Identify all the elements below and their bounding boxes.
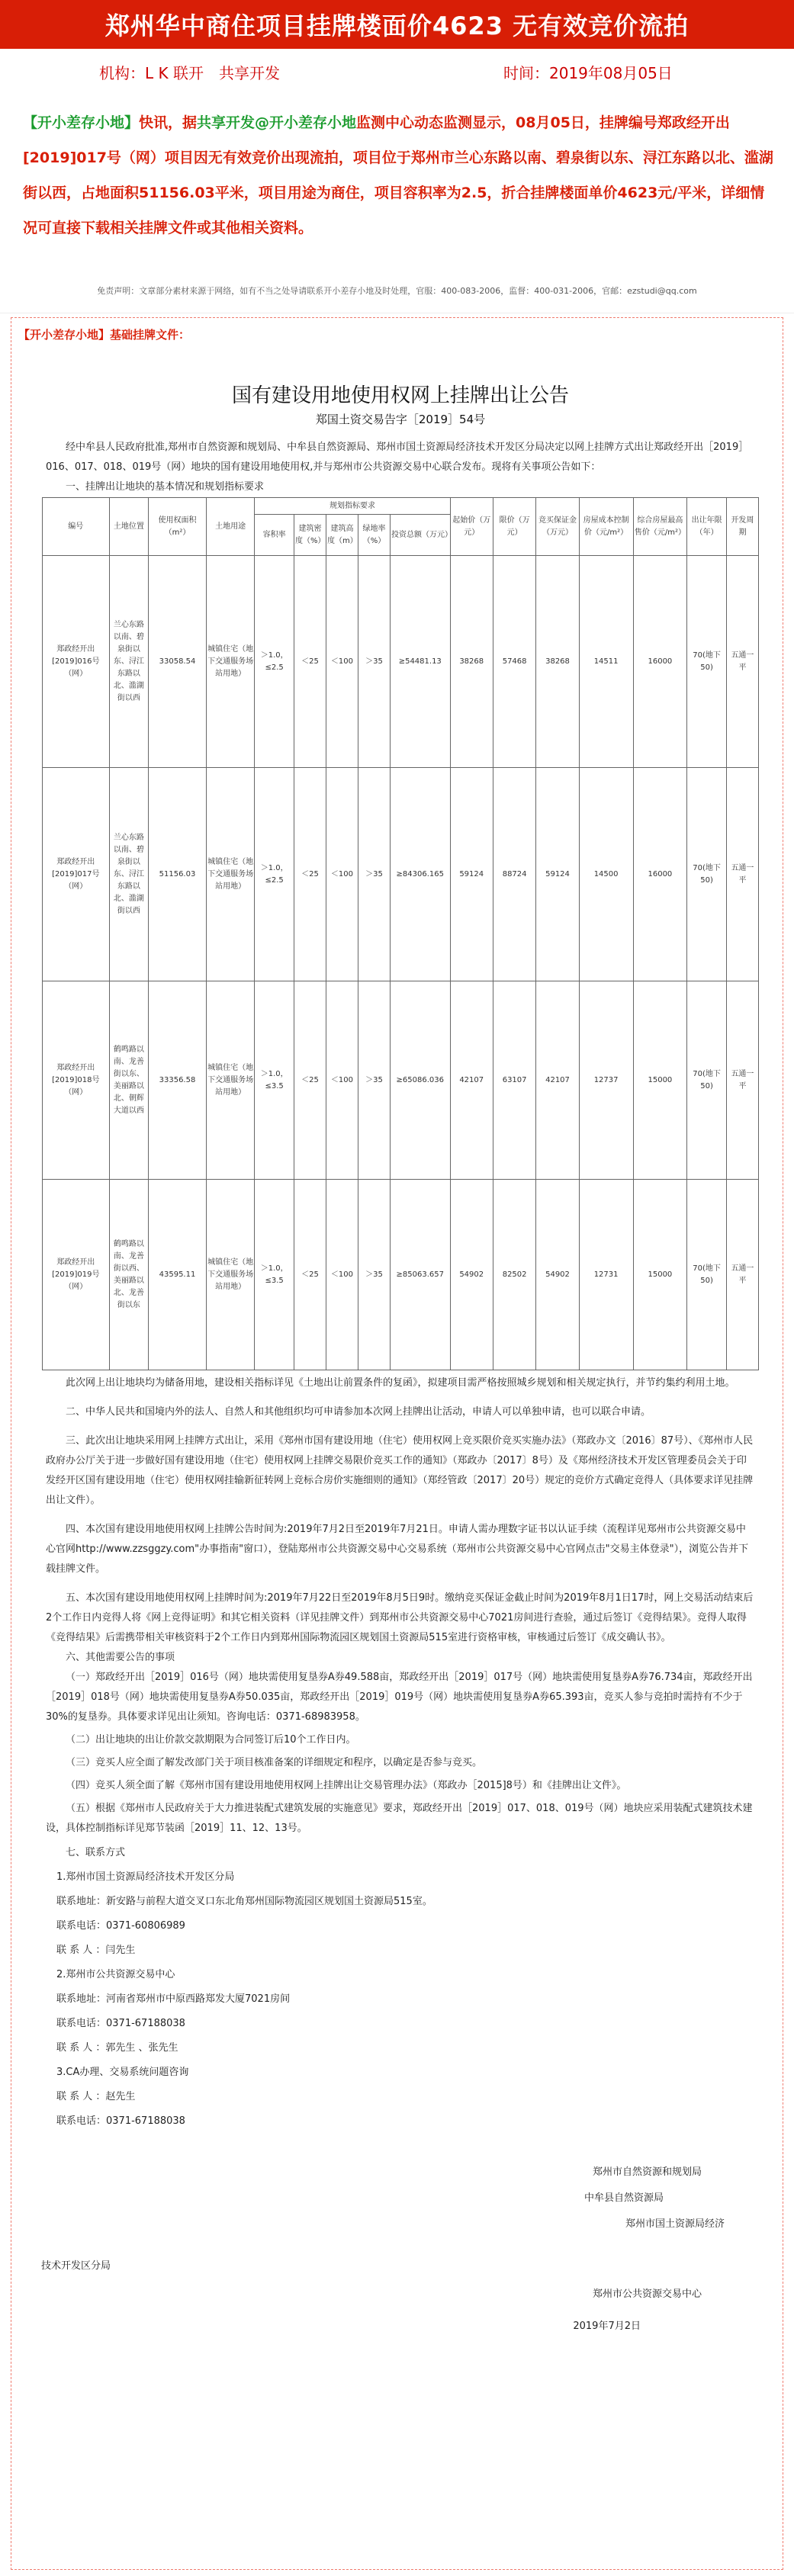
cell-invest: ≥54481.13 (390, 556, 450, 768)
section-heading: 【开小差存小地】基础挂牌文件： (18, 328, 191, 342)
para-6-1: （一）郑政经开出［2019］016号（网）地块需使用复垦券A券49.588亩，郑政经开出［2019］017号（网）地块需使用复垦券A券76.734亩，郑政经开出［2019］018号（网）地块需使用复垦券A券50.035亩，郑政经开出［2019］019号（网）地块需使用复垦券A券65.393亩，竞买人参与竞拍时需持有不少于30%的复垦券。具体要求详见出让须知。咨询电话：0371-68983958。 (46, 1672, 753, 1723)
cell-use: 城镇住宅（地下交通服务场站用地） (206, 1180, 255, 1370)
contact-3-org: 3.CA办理、交易系统问题咨询 (56, 2067, 189, 2078)
cell-invest: ≥84306.165 (390, 768, 450, 981)
th-period: 开发周期 (726, 498, 758, 556)
cell-far: ＞1.0，≤2.5 (255, 768, 294, 981)
cell-green: ＞35 (358, 981, 390, 1180)
cell-invest: ≥65086.036 (390, 981, 450, 1180)
cell-cap: 63107 (493, 981, 535, 1180)
th-start: 起始价（万元） (450, 498, 493, 556)
cell-density: ＜25 (294, 981, 326, 1180)
signatory-2: 中牟县自然资源局 (583, 2192, 664, 2204)
meta-bar (0, 49, 794, 95)
section-6-heading: 六、其他需要公告的事项 (66, 1652, 175, 1663)
cell-years: 70(地下50) (687, 768, 727, 981)
para-4: 四、本次国有建设用地使用权网上挂牌公告时间为:2019年7月2日至2019年7月21日。申请人需办理数字证书以认证手续（流程详见郑州市公共资源交易中心官网http://www.zzsggzy.com"办事指南"窗口），登陆郑州市公共资源交易中心交易系统（郑州市公共资源交易中心官网点击"交易主体登录"），浏览公告并下载挂牌文件。 (46, 1524, 749, 1575)
cell-location: 兰心东路以南、碧泉街以东、浔江东路以北、滥湖街以西 (109, 768, 149, 981)
cell-far: ＞1.0，≤3.5 (255, 981, 294, 1180)
th-deposit: 竞买保证金（万元） (536, 498, 579, 556)
publish-time: 时间：2019年08月05日 (503, 63, 673, 82)
lead-source-link[interactable]: 共享开发@开小差存小地 (197, 114, 357, 131)
contact-2-person: 联 系 人 ：郭先生 、张先生 (56, 2042, 178, 2054)
para-6-5: （五）根据《郑州市人民政府关于大力推进装配式建筑发展的实施意见》要求，郑政经开出［2019］017、018、019号（网）地块应采用装配式建筑技术建设，具体控制指标详见郑节装函［2019］11、12、13号。 (46, 1803, 753, 1834)
cell-sale: 16000 (633, 556, 687, 768)
cell-density: ＜25 (294, 1180, 326, 1370)
contact-2-address: 联系地址：河南省郑州市中原西路郑发大厦7021房间 (56, 1993, 291, 2005)
th-invest: 投资总额（万元） (390, 515, 450, 556)
th-density: 建筑密度（%） (294, 515, 326, 556)
cell-start: 54902 (450, 1180, 493, 1370)
lead-source-tag: 【开小差存小地】 (23, 114, 140, 131)
cell-code: 郑政经开出[2019]019号（网） (43, 1180, 110, 1370)
th-far: 容积率 (255, 515, 294, 556)
lead-text-2: 监测中心动态监测显示，08月05日，挂牌编号郑政经开出[2019]017号（网）项目因无有效竞价出现流拍，项目位于郑州市兰心东路以南、碧泉街以东、浔江东路以北、滥湖街以西，占地面积51156.03平米，项目用途为商住，项目容积率为2.5，折合挂牌楼面单价4623元/平米，详细情况可直接下载相关挂牌文件或其他相关资料。 (23, 114, 773, 236)
cell-height: ＜100 (326, 768, 358, 981)
cell-start: 38268 (450, 556, 493, 768)
cell-house: 14511 (579, 556, 633, 768)
para-after-table: 此次网上出让地块均为储备用地，建设相关指标详见《土地出让前置条件的复函》，拟建项目需严格按照城乡规划和相关规定执行，并节约集约利用土地。 (66, 1377, 735, 1389)
th-cap: 限价（万元） (493, 498, 535, 556)
cell-green: ＞35 (358, 556, 390, 768)
table-row (43, 556, 759, 768)
lead-paragraph (23, 105, 778, 246)
cell-period: 五通一平 (726, 768, 758, 981)
cell-height: ＜100 (326, 1180, 358, 1370)
contact-3-phone: 联系电话：0371-67188038 (56, 2115, 185, 2127)
headline-title: 郑州华中商住项目挂牌楼面价4623 无有效竞价流拍 (104, 11, 690, 40)
signatory-4: 郑州市公共资源交易中心 (592, 2289, 702, 2300)
th-use: 土地用途 (206, 498, 255, 556)
th-area: 使用权面积（m²） (149, 498, 207, 556)
th-plan: 规划指标要求 (255, 498, 450, 515)
cell-use: 城镇住宅（地下交通服务场站用地） (206, 768, 255, 981)
cell-start: 42107 (450, 981, 493, 1180)
cell-years: 70(地下50) (687, 556, 727, 768)
cell-use: 城镇住宅（地下交通服务场站用地） (206, 556, 255, 768)
cell-house: 12731 (579, 1180, 633, 1370)
contact-1-phone: 联系电话：0371-60806989 (56, 1920, 185, 1932)
lead-text-1: 快讯，据 (139, 114, 198, 131)
cell-period: 五通一平 (726, 981, 758, 1180)
land-parcel-table (42, 497, 759, 1370)
cell-far: ＞1.0，≤3.5 (255, 1180, 294, 1370)
cell-cap: 57468 (493, 556, 535, 768)
cell-period: 五通一平 (726, 556, 758, 768)
contact-2-org: 2.郑州市公共资源交易中心 (56, 1969, 175, 1980)
cell-code: 郑政经开出[2019]017号（网） (43, 768, 110, 981)
contact-1-address: 联系地址：新安路与前程大道交叉口东北角郑州国际物流园区规划国土资源局515室。 (56, 1896, 432, 1907)
para-3: 三、此次出让地块采用网上挂牌方式出让，采用《郑州市国有建设用地（住宅）使用权网上竞买限价竞买实施办法》（郑政办文〔2016〕87号）、《郑州市人民政府办公厅关于进一步做好国有建设用地（住宅）使用权网上挂牌交易限价竞买工作的通知》（郑政办〔2017〕8号）及《郑州经济技术开发区管理委员会关于印发经开区国有建设用地（住宅）使用权网挂输新征转网上竞标合房价实施细则的通知》（郑经管政〔2017〕20号）规定的竞价方式确定竞得人（具体要求详见挂牌出让文件）。 (46, 1435, 754, 1506)
cell-years: 70(地下50) (687, 981, 727, 1180)
cell-far: ＞1.0，≤2.5 (255, 556, 294, 768)
cell-code: 郑政经开出[2019]018号（网） (43, 981, 110, 1180)
contact-2-phone: 联系电话：0371-67188038 (56, 2018, 185, 2029)
th-height: 建筑高度（m） (326, 515, 358, 556)
cell-period: 五通一平 (726, 1180, 758, 1370)
para-6-4: （四）竞买人须全面了解《郑州市国有建设用地使用权网上挂牌出让交易管理办法》（郑政办［2015]8号）和《挂牌出让文件》。 (66, 1780, 627, 1791)
cell-area: 33058.54 (149, 556, 207, 768)
signatory-3-cont: 技术开发区分局 (41, 2260, 111, 2272)
signatory-1: 郑州市自然资源和规划局 (592, 2166, 702, 2178)
cell-area: 33356.58 (149, 981, 207, 1180)
section-1-heading: 一、挂牌出让地块的基本情况和规划指标要求 (66, 481, 265, 493)
notice-subtitle: 郑国土资交易告字［2019］54号 (315, 413, 486, 426)
signatory-3: 郑州市国土资源局经济 (625, 2218, 725, 2230)
cell-location: 兰心东路以南、碧泉街以东、浔江东路以北、滥湖街以西 (109, 556, 149, 768)
table-row (43, 768, 759, 981)
para-5: 五、本次国有建设用地使用权网上挂牌时间为:2019年7月22日至2019年8月5日9时。缴纳竞买保证金截止时间为2019年8月1日17时，网上交易活动结束后2个工作日内竞得人将《网上竞得证明》和其它相关资料（详见挂牌文件）到郑州市公共资源交易中心7021房间进行查验，通过后签订《竞得结果》。竞得人取得《竞得结果》后需携带相关审核资料于2个工作日内到郑州国际物流园区规划国土资源局515室进行资格审核，审核通过后签订《成交确认书》。 (46, 1592, 754, 1643)
table-row (43, 1180, 759, 1370)
cell-location: 鹤鸣路以南、龙善街以东、美丽路以北、朝辉大道以西 (109, 981, 149, 1180)
contact-1-org: 1.郑州市国土资源局经济技术开发区分局 (56, 1871, 235, 1883)
cell-deposit: 59124 (536, 768, 579, 981)
notice-title: 国有建设用地使用权网上挂牌出让公告 (231, 384, 569, 407)
para-2: 二、中华人民共和国境内外的法人、自然人和其他组织均可申请参加本次网上挂牌出让活动，申请人可以单独申请，也可以联合申请。 (66, 1406, 651, 1418)
notice-document (41, 366, 755, 2337)
cell-use: 城镇住宅（地下交通服务场站用地） (206, 981, 255, 1180)
table-row (43, 981, 759, 1180)
cell-cap: 82502 (493, 1180, 535, 1370)
headline-banner (0, 0, 794, 49)
disclaimer: 免责声明：文章部分素材来源于网络，如有不当之处导请联系开小差存小地及时处理，官服：400-083-2006，监督：400-031-2006，官邮：ezstudi@qq.com (0, 270, 794, 313)
cell-house: 14500 (579, 768, 633, 981)
agency-label: 机构：L K 联开 共享开发 (99, 63, 280, 82)
th-years: 出让年限（年） (687, 498, 727, 556)
cell-green: ＞35 (358, 768, 390, 981)
cell-invest: ≥85063.657 (390, 1180, 450, 1370)
cell-start: 59124 (450, 768, 493, 981)
th-green: 绿地率（%） (358, 515, 390, 556)
para-6-3: （三）竞买人应全面了解发改部门关于项目核准备案的详细规定和程序，以确定是否参与竞买。 (66, 1757, 483, 1768)
cell-years: 70(地下50) (687, 1180, 727, 1370)
th-sale-price: 综合房屋最高售价（元/m²） (633, 498, 687, 556)
cell-cap: 88724 (493, 768, 535, 981)
cell-sale: 15000 (633, 1180, 687, 1370)
cell-house: 12737 (579, 981, 633, 1180)
cell-area: 51156.03 (149, 768, 207, 981)
cell-code: 郑政经开出[2019]016号（网） (43, 556, 110, 768)
notice-intro: 经中牟县人民政府批准,郑州市自然资源和规划局、中牟县自然资源局、郑州市国土资源局经济技术开发区分局决定以网上挂牌方式出让郑政经开出［2019］016、017、018、019号（网）地块的国有建设用地使用权,并与郑州市公共资源交易中心联合发布。现将有关事项公告如下： (46, 442, 749, 473)
cell-deposit: 38268 (536, 556, 579, 768)
contact-3-person: 联 系 人 ：赵先生 (56, 2091, 136, 2102)
cell-height: ＜100 (326, 556, 358, 768)
cell-density: ＜25 (294, 768, 326, 981)
th-code: 编号 (43, 498, 110, 556)
notice-date: 2019年7月2日 (573, 2321, 641, 2332)
cell-sale: 16000 (633, 768, 687, 981)
para-6-2: （二）出让地块的出让价款交款期限为合同签订后10个工作日内。 (66, 1734, 356, 1746)
section-7-heading: 七、联系方式 (66, 1847, 126, 1858)
cell-green: ＞35 (358, 1180, 390, 1370)
cell-area: 43595.11 (149, 1180, 207, 1370)
cell-height: ＜100 (326, 981, 358, 1180)
contact-1-person: 联 系 人 ：闫先生 (56, 1945, 136, 1956)
cell-deposit: 42107 (536, 981, 579, 1180)
cell-location: 鹤鸣路以南、龙善街以西、美丽路以北、龙善街以东 (109, 1180, 149, 1370)
cell-sale: 15000 (633, 981, 687, 1180)
th-location: 土地位置 (109, 498, 149, 556)
cell-density: ＜25 (294, 556, 326, 768)
cell-deposit: 54902 (536, 1180, 579, 1370)
th-house-cost: 房屋成本控制价（元/m²） (579, 498, 633, 556)
